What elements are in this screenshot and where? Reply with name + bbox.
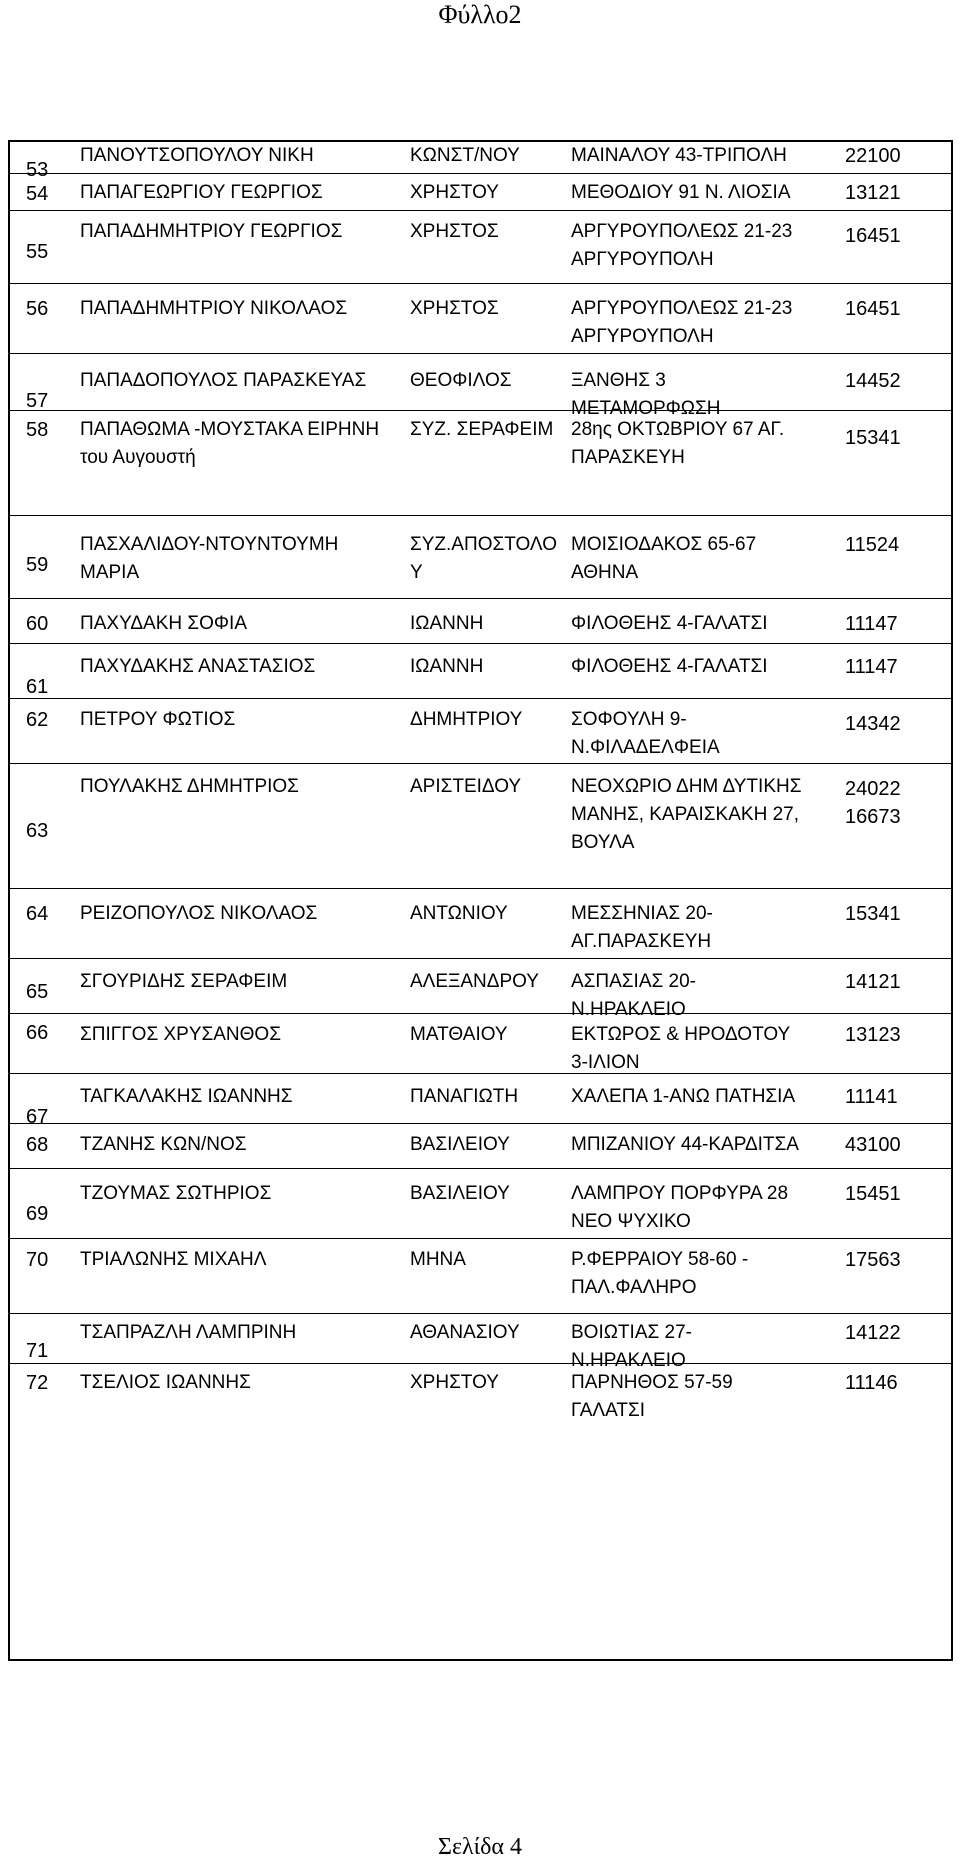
postal-code: [845, 1319, 901, 1347]
row-separator: [10, 643, 951, 644]
full-name-line: ΠΑΠΑΓΕΩΡΓΙΟΥ ΓΕΩΡΓΙΟΣ: [80, 182, 323, 203]
row-number: 69: [26, 1203, 49, 1225]
address-line: ΜΠΙΖΑΝΙΟΥ 44-ΚΑΡΔΙΤΣΑ: [571, 1134, 799, 1155]
postal-code-line: 14342: [845, 713, 901, 735]
full-name-line: ΤΡΙΑΛΩΝΗΣ ΜΙΧΑΗΛ: [80, 1249, 267, 1270]
full-name: [80, 1083, 293, 1111]
father-name-line: ΜΗΝΑ: [410, 1249, 466, 1270]
address-line: ΠΑΛ.ΦΑΛΗΡΟ: [571, 1277, 697, 1298]
address-line: ΜΕΘΟΔΙΟΥ 91 Ν. ΛΙΟΣΙΑ: [571, 182, 791, 203]
address: [571, 1131, 799, 1159]
postal-code: [845, 1246, 901, 1274]
full-name-line: ΤΣΑΠΡΑΖΛΗ ΛΑΜΠΡΙΝΗ: [80, 1322, 297, 1343]
postal-code-line: 16451: [845, 225, 901, 247]
father-name-line: ΑΘΑΝΑΣΙΟΥ: [410, 1322, 520, 1343]
full-name: [80, 416, 379, 472]
full-name-line: ΠΑΠΑΔΟΠΟΥΛΟΣ ΠΑΡΑΣΚΕΥΑΣ: [80, 370, 367, 391]
father-name-line: ΠΑΝΑΓΙΩΤΗ: [410, 1086, 519, 1107]
father-name: [410, 218, 499, 246]
row-separator: [10, 283, 951, 284]
full-name-line: ΡΕΙΖΟΠΟΥΛΟΣ ΝΙΚΟΛΑΟΣ: [80, 903, 318, 924]
full-name-line: ΤΖΟΥΜΑΣ ΣΩΤΗΡΙΟΣ: [80, 1183, 272, 1204]
postal-code-line: 17563: [845, 1249, 901, 1271]
father-name: [410, 968, 539, 996]
full-name: [80, 367, 366, 395]
father-name: [410, 416, 553, 444]
father-name: [410, 295, 499, 323]
address: [571, 1021, 790, 1077]
address: [571, 295, 792, 351]
row-number: 68: [26, 1134, 49, 1156]
address: [571, 367, 720, 423]
address-line: ΑΓ.ΠΑΡΑΣΚΕΥΗ: [571, 931, 712, 952]
postal-code: [845, 142, 901, 170]
postal-code-line: 16451: [845, 298, 901, 320]
full-name: [80, 295, 347, 323]
full-name: [80, 900, 317, 928]
postal-code: [845, 1369, 898, 1397]
postal-code-line: 11146: [845, 1372, 898, 1394]
postal-code: [845, 1021, 901, 1049]
address-line: ΣΟΦΟΥΛΗ 9-: [571, 709, 687, 730]
row-number: 55: [26, 241, 49, 263]
full-name: [80, 773, 299, 801]
page-footer: Σελίδα 4: [437, 1834, 523, 1860]
row-number: 58: [26, 419, 49, 441]
address: [571, 1319, 692, 1375]
address-line: Ν.ΦΙΛΑΔΕΛΦΕΙΑ: [571, 737, 720, 758]
address-line: ΜΑΙΝΑΛΟΥ 43-ΤΡΙΠΟΛΗ: [571, 145, 787, 166]
address-line: ΒΟΥΛΑ: [571, 832, 635, 853]
address-line: ΦΙΛΟΘΕΗΣ 4-ΓΑΛΑΤΣΙ: [571, 656, 768, 677]
full-name: [80, 1246, 266, 1274]
full-name-line: ΤΖΑΝΗΣ ΚΩΝ/ΝΟΣ: [80, 1134, 247, 1155]
address-line: ΜΕΣΣΗΝΙΑΣ 20-: [571, 903, 713, 924]
full-name: [80, 142, 314, 170]
postal-code: [845, 653, 898, 681]
postal-code-line: 11147: [845, 613, 898, 635]
row-separator: [10, 173, 951, 174]
address-line: ΕΚΤΩΡΟΣ & ΗΡΟΔΟΤΟΥ: [571, 1024, 791, 1045]
father-name: [410, 1246, 466, 1274]
row-separator: [10, 410, 951, 411]
full-name-line: ΣΓΟΥΡΙΔΗΣ ΣΕΡΑΦΕΙΜ: [80, 971, 288, 992]
row-number: 56: [26, 298, 49, 320]
row-number: 60: [26, 613, 49, 635]
address: [571, 968, 696, 1024]
father-name: [410, 367, 512, 395]
full-name-line: ΠΑΝΟΥΤΣΟΠΟΥΛΟΥ ΝΙΚΗ: [80, 145, 314, 166]
row-separator: [10, 1238, 951, 1239]
row-number: 64: [26, 903, 49, 925]
father-name: [410, 773, 521, 801]
father-name-line: ΧΡΗΣΤΟΥ: [410, 1372, 499, 1393]
address-line: ΠΑΡΝΗΘΟΣ 57-59: [571, 1372, 733, 1393]
address-line: ΓΑΛΑΤΣΙ: [571, 1400, 645, 1421]
full-name: [80, 968, 287, 996]
address-line: 3-ΙΛΙΟΝ: [571, 1052, 640, 1073]
postal-code-line: 11147: [845, 656, 898, 678]
row-separator: [10, 210, 951, 211]
address: [571, 900, 713, 956]
address: [571, 610, 768, 638]
full-name-line: ΠΑΠΑΔΗΜΗΤΡΙΟΥ ΓΕΩΡΓΙΟΣ: [80, 221, 343, 242]
father-name: [410, 900, 508, 928]
full-name-line: ΠΑΧΥΔΑΚΗΣ ΑΝΑΣΤΑΣΙΟΣ: [80, 656, 316, 677]
full-name: [80, 706, 235, 734]
row-separator: [10, 958, 951, 959]
father-name: [410, 1021, 508, 1049]
postal-code-line: 24022: [845, 778, 901, 800]
postal-code: [845, 424, 901, 452]
address-line: ΞΑΝΘΗΣ 3: [571, 370, 666, 391]
address-line: ΑΡΓΥΡΟΥΠΟΛΗ: [571, 249, 714, 270]
address-line: ΑΣΠΑΣΙΑΣ 20-: [571, 971, 696, 992]
father-name: [410, 1319, 520, 1347]
father-name: [410, 610, 483, 638]
full-name-line: ΠΕΤΡΟΥ ΦΩΤΙΟΣ: [80, 709, 236, 730]
father-name: [410, 1131, 510, 1159]
postal-code: [845, 367, 901, 395]
father-name: [410, 653, 483, 681]
address: [571, 706, 720, 762]
postal-code-line: 15451: [845, 1183, 901, 1205]
father-name-line: ΧΡΗΣΤΟΣ: [410, 221, 499, 242]
father-name-line: ΒΑΣΙΛΕΙΟΥ: [410, 1183, 510, 1204]
postal-code-line: 15341: [845, 903, 901, 925]
father-name-line: ΔΗΜΗΤΡΙΟΥ: [410, 709, 523, 730]
address: [571, 531, 756, 587]
row-number: 63: [26, 820, 49, 842]
father-name-line: ΜΑΤΘΑΙΟΥ: [410, 1024, 508, 1045]
address-line: ΑΡΓΥΡΟΥΠΟΛΕΩΣ 21-23: [571, 221, 793, 242]
full-name-line: ΠΑΣΧΑΛΙΔΟΥ-ΝΤΟΥΝΤΟΥΜΗ: [80, 534, 339, 555]
full-name: [80, 218, 342, 246]
postal-code-line: 14121: [845, 971, 901, 993]
address-line: ΛΑΜΠΡΟΥ ΠΟΡΦΥΡΑ 28: [571, 1183, 789, 1204]
address-line: Ρ.ΦΕΡΡΑΙΟΥ 58-60 -: [571, 1249, 749, 1270]
address-line: ΑΘΗΝΑ: [571, 562, 639, 583]
father-name-line: ΧΡΗΣΤΟΣ: [410, 298, 499, 319]
father-name: [410, 179, 499, 207]
row-number: 54: [26, 183, 49, 205]
row-number: 67: [26, 1106, 49, 1128]
postal-code-line: 22100: [845, 145, 901, 167]
address-line: ΜΑΝΗΣ, ΚΑΡΑΙΣΚΑΚΗ 27,: [571, 804, 799, 825]
row-number: 72: [26, 1372, 49, 1394]
father-name: [410, 1180, 510, 1208]
address-line: ΑΡΓΥΡΟΥΠΟΛΗ: [571, 326, 714, 347]
records-table: [8, 140, 953, 1661]
father-name: [410, 1083, 518, 1111]
address: [571, 179, 791, 207]
postal-code: [845, 295, 901, 323]
postal-code: [845, 900, 901, 928]
row-separator: [10, 1313, 951, 1314]
postal-code-line: 13123: [845, 1024, 901, 1046]
father-name: [410, 142, 520, 170]
row-number: 61: [26, 676, 49, 698]
full-name-line: ΠΑΧΥΔΑΚΗ ΣΟΦΙΑ: [80, 613, 248, 634]
full-name: [80, 1369, 251, 1397]
postal-code: [845, 222, 901, 250]
row-separator: [10, 763, 951, 764]
row-number: 57: [26, 390, 49, 412]
postal-code-line: 43100: [845, 1134, 901, 1156]
address: [571, 218, 792, 274]
full-name: [80, 1131, 246, 1159]
row-number: 70: [26, 1249, 49, 1271]
row-number: 66: [26, 1022, 49, 1044]
row-separator: [10, 698, 951, 699]
father-name-line: ΑΡΙΣΤΕΙΔΟΥ: [410, 776, 522, 797]
postal-code-line: 11524: [845, 534, 900, 556]
postal-code-line: 15341: [845, 427, 901, 449]
row-separator: [10, 1168, 951, 1169]
address: [571, 416, 784, 472]
full-name-line: ΠΑΠΑΘΩΜΑ -ΜΟΥΣΤΑΚΑ ΕΙΡΗΝΗ: [80, 419, 380, 440]
address-line: ΧΑΛΕΠΑ 1-ΑΝΩ ΠΑΤΗΣΙΑ: [571, 1086, 796, 1107]
row-separator: [10, 1073, 951, 1074]
address-line: Ν.ΗΡΑΚΛΕΙΟ: [571, 999, 686, 1020]
row-number: 62: [26, 709, 49, 731]
father-name-line: ΘΕΟΦΙΛΟΣ: [410, 370, 512, 391]
full-name: [80, 653, 315, 681]
postal-code: [845, 1083, 898, 1111]
address: [571, 142, 787, 170]
postal-code-line: 16673: [845, 806, 901, 828]
postal-code-line: 11141: [845, 1086, 898, 1108]
row-separator: [10, 353, 951, 354]
address: [571, 773, 801, 857]
address-line: ΑΡΓΥΡΟΥΠΟΛΕΩΣ 21-23: [571, 298, 793, 319]
father-name-line: ΣΥΖ.ΑΠΟΣΤΟΛΟ: [410, 534, 557, 555]
father-name-line: ΑΝΤΩΝΙΟΥ: [410, 903, 508, 924]
row-number: 59: [26, 554, 49, 576]
postal-code: [845, 610, 898, 638]
full-name: [80, 531, 338, 587]
address-line: ΜΟΙΣΙΟΔΑΚΟΣ 65-67: [571, 534, 757, 555]
postal-code-line: 14452: [845, 370, 901, 392]
father-name-line: ΑΛΕΞΑΝΔΡΟΥ: [410, 971, 539, 992]
row-separator: [10, 598, 951, 599]
row-separator: [10, 1363, 951, 1364]
father-name: [410, 1369, 499, 1397]
postal-code: [845, 531, 899, 559]
full-name: [80, 179, 323, 207]
full-name: [80, 610, 247, 638]
address-line: ΦΙΛΟΘΕΗΣ 4-ΓΑΛΑΤΣΙ: [571, 613, 768, 634]
address-line: 28ης ΟΚΤΩΒΡΙΟΥ 67 ΑΓ.: [571, 419, 785, 440]
full-name-line: ΤΑΓΚΑΛΑΚΗΣ ΙΩΑΝΝΗΣ: [80, 1086, 293, 1107]
row-separator: [10, 1013, 951, 1014]
full-name-line: ΠΟΥΛΑΚΗΣ ΔΗΜΗΤΡΙΟΣ: [80, 776, 299, 797]
row-number: 53: [26, 159, 49, 181]
row-number: 71: [26, 1340, 49, 1362]
full-name: [80, 1319, 296, 1347]
address: [571, 1246, 748, 1302]
postal-code-line: 13121: [845, 182, 901, 204]
full-name: [80, 1021, 281, 1049]
postal-code: [845, 710, 901, 738]
row-separator: [10, 1123, 951, 1124]
father-name-line: Υ: [410, 562, 423, 583]
postal-code: [845, 968, 901, 996]
address-line: Ν.ΗΡΑΚΛΕΙΟ: [571, 1350, 686, 1371]
address: [571, 653, 768, 681]
full-name-line: ΤΣΕΛΙΟΣ ΙΩΑΝΝΗΣ: [80, 1372, 251, 1393]
father-name-line: ΣΥΖ. ΣΕΡΑΦΕΙΜ: [410, 419, 554, 440]
row-separator: [10, 888, 951, 889]
father-name: [410, 531, 557, 587]
full-name-line: ΠΑΠΑΔΗΜΗΤΡΙΟΥ ΝΙΚΟΛΑΟΣ: [80, 298, 348, 319]
address-line: ΝΕΟ ΨΥΧΙΚΟ: [571, 1211, 691, 1232]
father-name: [410, 706, 522, 734]
father-name-line: ΧΡΗΣΤΟΥ: [410, 182, 499, 203]
sheet-title: Φύλλο2: [438, 0, 522, 29]
full-name-line: του Αυγουστή: [80, 447, 196, 468]
address-line: ΜΕΤΑΜΟΡΦΩΣΗ: [571, 398, 721, 419]
postal-code-line: 14122: [845, 1322, 901, 1344]
address: [571, 1083, 795, 1111]
row-number: 65: [26, 981, 49, 1003]
father-name-line: ΒΑΣΙΛΕΙΟΥ: [410, 1134, 510, 1155]
address-line: ΠΑΡΑΣΚΕΥΗ: [571, 447, 685, 468]
address: [571, 1180, 788, 1236]
full-name-line: ΜΑΡΙΑ: [80, 562, 140, 583]
address-line: ΝΕΟΧΩΡΙΟ ΔΗΜ ΔΥΤΙΚΗΣ: [571, 776, 802, 797]
row-separator: [10, 515, 951, 516]
postal-code: [845, 1131, 901, 1159]
full-name: [80, 1180, 271, 1208]
father-name-line: ΚΩΝΣΤ/ΝΟΥ: [410, 145, 520, 166]
father-name-line: ΙΩΑΝΝΗ: [410, 656, 484, 677]
full-name-line: ΣΠΙΓΓΟΣ ΧΡΥΣΑΝΘΟΣ: [80, 1024, 281, 1045]
postal-code: [845, 179, 901, 207]
address-line: ΒΟΙΩΤΙΑΣ 27-: [571, 1322, 692, 1343]
postal-code: [845, 775, 901, 831]
postal-code: [845, 1180, 901, 1208]
address: [571, 1369, 733, 1425]
father-name-line: ΙΩΑΝΝΗ: [410, 613, 484, 634]
